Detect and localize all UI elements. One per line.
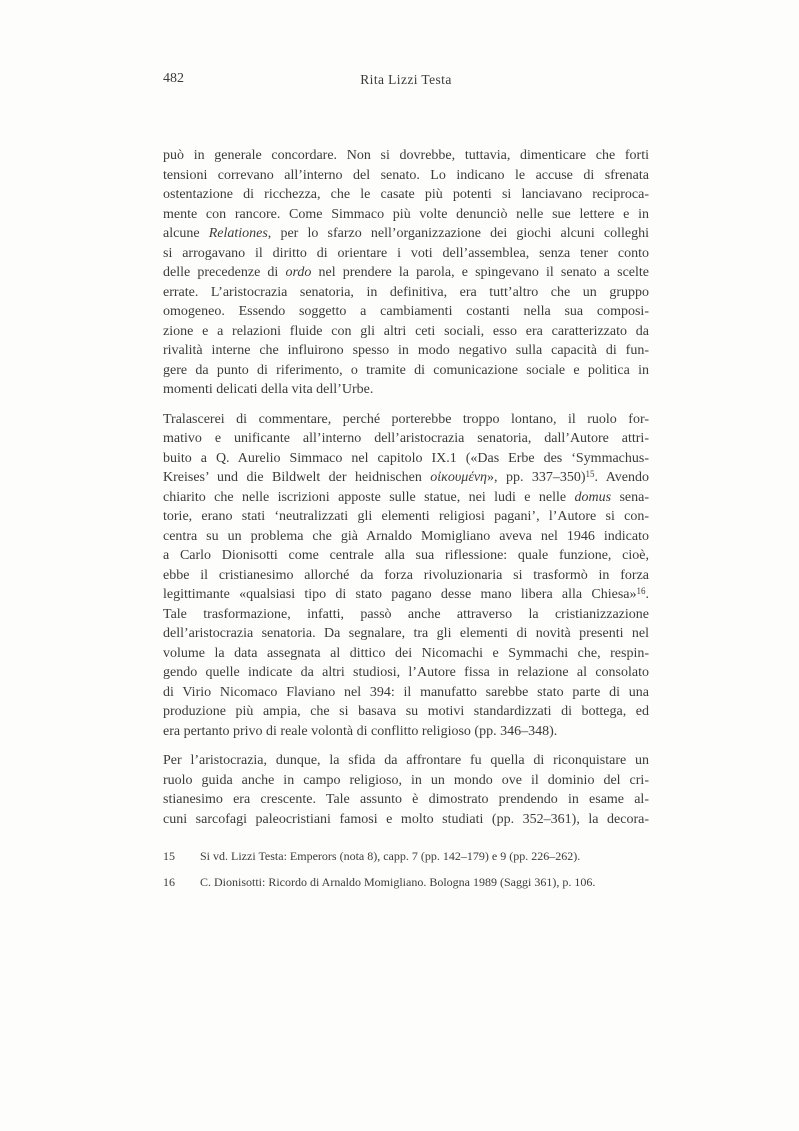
text-line: momenti delicati della vita dell’Urbe.	[163, 382, 374, 397]
text-line: chiarito che nelle iscrizioni apposte sulle statue, nei ludi e nelle domus sena-	[163, 489, 649, 505]
page-number: 482	[163, 71, 184, 86]
footnote	[163, 848, 649, 864]
text-line: mente con rancore. Come Simmaco più volte denunciò nelle sue lettere e in	[163, 206, 649, 222]
text-line: omogeneo. Essendo soggetto a cambiamenti costanti nella sua composi-	[163, 304, 649, 319]
footnote-text: Si vd. Lizzi Testa: Emperors (nota 8), capp. 7 (pp. 142–179) e 9 (pp. 226–262).	[200, 849, 581, 863]
footnote	[163, 874, 649, 890]
footnote-number: 16	[163, 875, 175, 889]
text-line: tensioni correvano all’interno del senato. Lo indicano le accuse di sfrenata	[163, 167, 649, 183]
body-paragraph	[163, 146, 649, 400]
text-line: Kreises’ und die Bildwelt der heidnischen οἰκουμένη», pp. 337–350)$^{15}$. Avendo	[163, 468, 649, 485]
text-line: errate. L’aristocrazia senatoria, in definitiva, era tutt’altro che un gruppo	[163, 284, 649, 300]
text-line: stianesimo era crescente. Tale assunto è dimostrato prendendo in esame al-	[163, 792, 649, 807]
text-line: era pertanto privo di reale volontà di conflitto religioso (pp. 346–348).	[163, 723, 558, 739]
text-line: centra su un problema che già Arnaldo Momigliano aveva nel 1946 indicato	[163, 528, 649, 544]
body-paragraph	[163, 751, 649, 829]
text-line: rivalità interne che influirono spesso in modo negativo sulla capacità di fun-	[163, 343, 649, 358]
text-block	[163, 146, 649, 829]
text-line: di Virio Nicomaco Flaviano nel 394: il manufatto sarebbe stato parte di una	[163, 684, 649, 700]
text-line: dell’aristocrazia senatoria. Da segnalare, tra gli elementi di novità presenti nel	[163, 626, 649, 641]
footnote-reference: 15	[585, 468, 595, 479]
text-line: Tralascerei di commentare, perché porterebbe troppo lontano, il ruolo for-	[163, 411, 649, 427]
text-line: cuni sarcofagi paleocristiani famosi e molto studiati (pp. 352–361), la decora-	[163, 811, 649, 827]
text-line: gendo quelle indicate da altri studiosi, l’Autore fissa in relazione al consolato	[163, 665, 649, 680]
text-line: legittimante «qualsiasi tipo di stato pagano desse mano libera alla Chiesa»$^{16}$.	[163, 585, 649, 602]
footnotes	[163, 848, 649, 900]
text-line: buito a Q. Aurelio Simmaco nel capitolo IX.1 («Das Erbe des ‘Symmachus-	[163, 450, 649, 466]
text-line: volume la data assegnata al dittico dei Nicomachi e Symmachi che, respin-	[163, 645, 649, 661]
running-head: Rita Lizzi Testa	[360, 72, 452, 87]
footnote-number: 15	[163, 849, 175, 863]
text-line: ostentazione di ricchezza, che le casate più potenti si lanciavano reciproca-	[163, 187, 649, 202]
text-line: Per l’aristocrazia, dunque, la sfida da affrontare fu quella di riconquistare un	[163, 753, 649, 768]
text-line: Tale trasformazione, infatti, passò anche attraverso la cristianizzazione	[163, 606, 649, 622]
text-line: ruolo guida anche in campo religioso, in un mondo ove il dominio del cri-	[163, 772, 649, 788]
text-line: a Carlo Dionisotti come centrale alla sua riflessione: quale funzione, cioè,	[163, 548, 649, 563]
text-line: produzione più ampia, che si basava su motivi standardizzati di bottega, ed	[163, 704, 649, 719]
text-line: si arrogavano il diritto di orientare i voti dell’assemblea, senza tener conto	[163, 245, 649, 261]
text-line: gere da punto di riferimento, o tramite di comunicazione sociale e politica in	[163, 362, 649, 378]
text-line: ebbe il cristianesimo allorché da forza rivoluzionaria si trasformò in forza	[163, 567, 649, 583]
text-line: torie, erano stati ‘neutralizzati gli elementi religiosi pagani’, l’Autore si con-	[163, 509, 649, 524]
footnote-text: C. Dionisotti: Ricordo di Arnaldo Momigliano. Bologna 1989 (Saggi 361), p. 106.	[200, 875, 596, 889]
text-line: mativo e unificante all’interno dell’aristocrazia senatoria, dall’Autore attri-	[163, 431, 649, 446]
page-header	[163, 71, 649, 89]
text-line: zione e a relazioni fluide con gli altri ceti sociali, esso era caratterizzato da	[163, 323, 649, 339]
text-line: alcune Relationes, per lo sfarzo nell’organizzazione dei giochi alcuni colleghi	[163, 226, 649, 241]
body-paragraph	[163, 410, 649, 742]
footnote-reference: 16	[636, 585, 646, 596]
text-line: può in generale concordare. Non si dovrebbe, tuttavia, dimenticare che forti	[163, 148, 649, 163]
text-line: delle precedenze di ordo nel prendere la parola, e spingevano il senato a scelte	[163, 265, 649, 280]
